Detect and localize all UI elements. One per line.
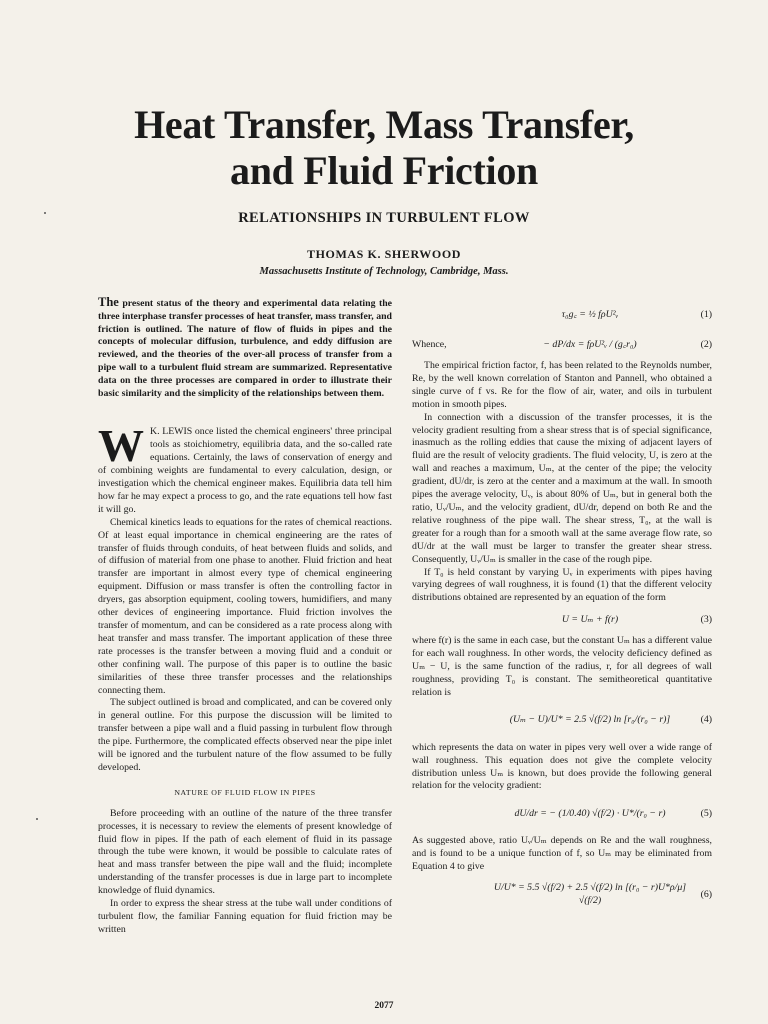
- equation-number: (3): [700, 613, 712, 625]
- scan-speck: [44, 212, 46, 214]
- equation-2: [412, 330, 712, 360]
- body-paragraph: As suggested above, ratio Uᵥ/Uₘ depends on Re and the wall roughness, and is found to be a unique function of f, so Uₘ may be eliminated from Equation 4 to give: [412, 835, 712, 873]
- abstract-lead-word: The: [98, 295, 119, 309]
- equation-number: (6): [700, 888, 712, 900]
- equation-4: [412, 700, 712, 742]
- body-paragraph: In connection with a discussion of the transfer processes, it is the velocity gradient resulting from a shear stress that is of special significance, inasmuch as the rolling eddies that cause the mixing of adjacent layers of fluid are the result of velocity gradients. The fluid velocity, U, is zero at the wall and reaches a maximum, Uₘ, at the center of the pipe; the velocity gradient, dU/dr, is zero at the center and a maximum at the wall. In smooth pipes the average velocity, Uᵥ, is about 80% of Uₘ, but in general both the ratio, Uᵥ/Uₘ, and the velocity gradient, dU/dr, depend on both Re and the relative roughness of the pipe wall. The shear stress, T₀, at the wall is greater for a rough than for a smooth wall at the same average flow rate, so dU/dr at the wall must be larger to transfer the greater shear stress. Consequently, Uᵥ/Uₘ is smaller in the case of the rough pipe.: [412, 411, 712, 565]
- scan-speck: [36, 818, 38, 820]
- page-number: 2077: [374, 1001, 394, 1011]
- paper-subtitle: RELATIONSHIPS IN TURBULENT FLOW: [238, 210, 530, 226]
- equation-number: (5): [700, 807, 712, 819]
- equation-number: (4): [700, 714, 712, 726]
- body-paragraph: which represents the data on water in pipes very well over a wide range of wall roughness. This equation does not give the complete velocity distribution unless Uₘ is known, but does provide the following general relation for the velocity gradient:: [412, 741, 712, 792]
- right-column: [412, 300, 712, 916]
- intro-paragraph: [98, 420, 392, 516]
- title-block: [0, 102, 768, 277]
- paper-title-line-1: Heat Transfer, Mass Transfer,: [134, 102, 634, 147]
- equation-body: τ₀g꜀ = ½ fρU²ᵥ: [561, 308, 619, 320]
- equation-body: U = Uₘ + f(r): [561, 613, 619, 625]
- body-paragraph: where f(r) is the same in each case, but the constant Uₘ has a different value for each wall roughness. In other words, the velocity deficiency defined as Uₘ − U, is the same function of the radius, r, for all degrees of wall roughness, providing T₀ is constant. The semitheoretical quantitative relation is: [412, 635, 712, 698]
- body-paragraph: The empirical friction factor, f, has been related to the Reynolds number, Re, by the well known correlation of Stanton and Pannell, who obtained a single curve of f vs. Re for the flow of air, water, and oils in turbulent motion in smooth pipes.: [412, 360, 712, 410]
- author-name: THOMAS K. SHERWOOD: [306, 247, 462, 261]
- paper-title-line-2: and Fluid Friction: [230, 148, 538, 193]
- drop-cap: W: [98, 420, 144, 472]
- equation-number: (2): [700, 338, 712, 350]
- equation-body: (Uₘ − U)/U* = 2.5 √(f/2) ln [r₀/(r₀ − r)]: [509, 714, 671, 726]
- body-paragraph: Before proceeding with an outline of the nature of the three transfer processes, it is necessary to review the elements of present knowledge of fluid flow in pipes. If the path of each element of fluid in its passage through the tube were known, it would be possible to calculate rates of heat and mass transfer between the pipe wall and the fluid; incomplete understanding of the transfer processes is due in large part to incomplete knowledge of fluid dynamics.: [98, 807, 392, 897]
- equation-body: dU/dr = − (1/0.40) √(f/2) · U*/(r₀ − r): [514, 807, 666, 819]
- body-paragraph: In order to express the shear stress at the tube wall under conditions of turbulent flow, the familiar Fanning equation for fluid friction may be written: [98, 898, 392, 935]
- equation-body: − dP/dx = fρU²ᵥ / (g꜀r₀): [543, 338, 637, 350]
- equation-1: [412, 300, 712, 330]
- equation-lead: Whence,: [412, 338, 447, 350]
- abstract: [98, 296, 392, 400]
- equation-body: U/U* = 5.5 √(f/2) + 2.5 √(f/2) ln [(r₀ − r)U*ρ/μ] √(f/2): [493, 882, 687, 907]
- equation-number: (1): [700, 308, 712, 320]
- body-paragraph: The subject outlined is broad and complicated, and can be covered only in general outline. For this purpose the discussion will be limited to transfer between a pipe wall and a fluid passing in turbulent flow through the pipe. Furthermore, the complicated effects observed near the pipe inlet will be ignored and the turbulent nature of the flow assumed to be fully developed.: [98, 697, 392, 773]
- section-heading: NATURE OF FLUID FLOW IN PIPES: [174, 787, 316, 797]
- left-column: [98, 296, 392, 937]
- body-paragraph: If T₀ is held constant by varying Uᵥ in experiments with pipes having varying degrees of wall roughness, it is found (1) that the different velocity distributions obtained are represented by an equation of the form: [412, 566, 712, 604]
- abstract-text: present status of the theory and experimental data relating the three interphase transfer processes of heat transfer, mass transfer, and friction is outlined. The nature of flow of fluids in pipes and the concepts of molecular diffusion, turbulence, and eddy diffusion are reviewed, and the theories of the over-all process of transfer from a pipe wall to a turbulent fluid stream are summarized. Representative data on the three processes are compared in order to illustrate their basic similarity and the simplicity of the relationships between them.: [98, 298, 393, 399]
- equation-5: [412, 793, 712, 835]
- equation-6: [412, 874, 712, 916]
- equation-3: [412, 605, 712, 635]
- body-paragraph: Chemical kinetics leads to equations for the rates of chemical reactions. Of at least equal importance in chemical engineering are the rates of transfer of fluids through conduits, of heat between fluids and solids, and of diffusion of material from one phase to another. Fluid friction and heat transfer are important in almost every type of chemical engineering equipment. Diffusion or mass transfer is often the controlling factor in dryers, gas absorption equipment, cooling towers, humidifiers, and many other devices of engineering importance. Fluid friction involves the transfer of momentum, and can be considered as a rate process along with heat transfer and mass transfer. The important application of these three rate processes is the transfer between a moving fluid and a conduit or other confining wall. The purpose of this paper is to outline the basic similarities of these three transfer processes and the relationships connecting them.: [98, 516, 392, 696]
- author-affiliation: Massachusetts Institute of Technology, Cambridge, Mass.: [259, 266, 509, 277]
- intro-text: K. LEWIS once listed the chemical engineers' three principal tools as stoichiometry, equilibria data, and the so-called rate equations. Certainly, the laws of conservation of energy and of combining weights are fundamental to every calculation, design, or investigation which the chemical engineer makes. Equilibria data tell him how far he may expect a process to go, and the rate equations tell how fast it will go.: [98, 426, 392, 515]
